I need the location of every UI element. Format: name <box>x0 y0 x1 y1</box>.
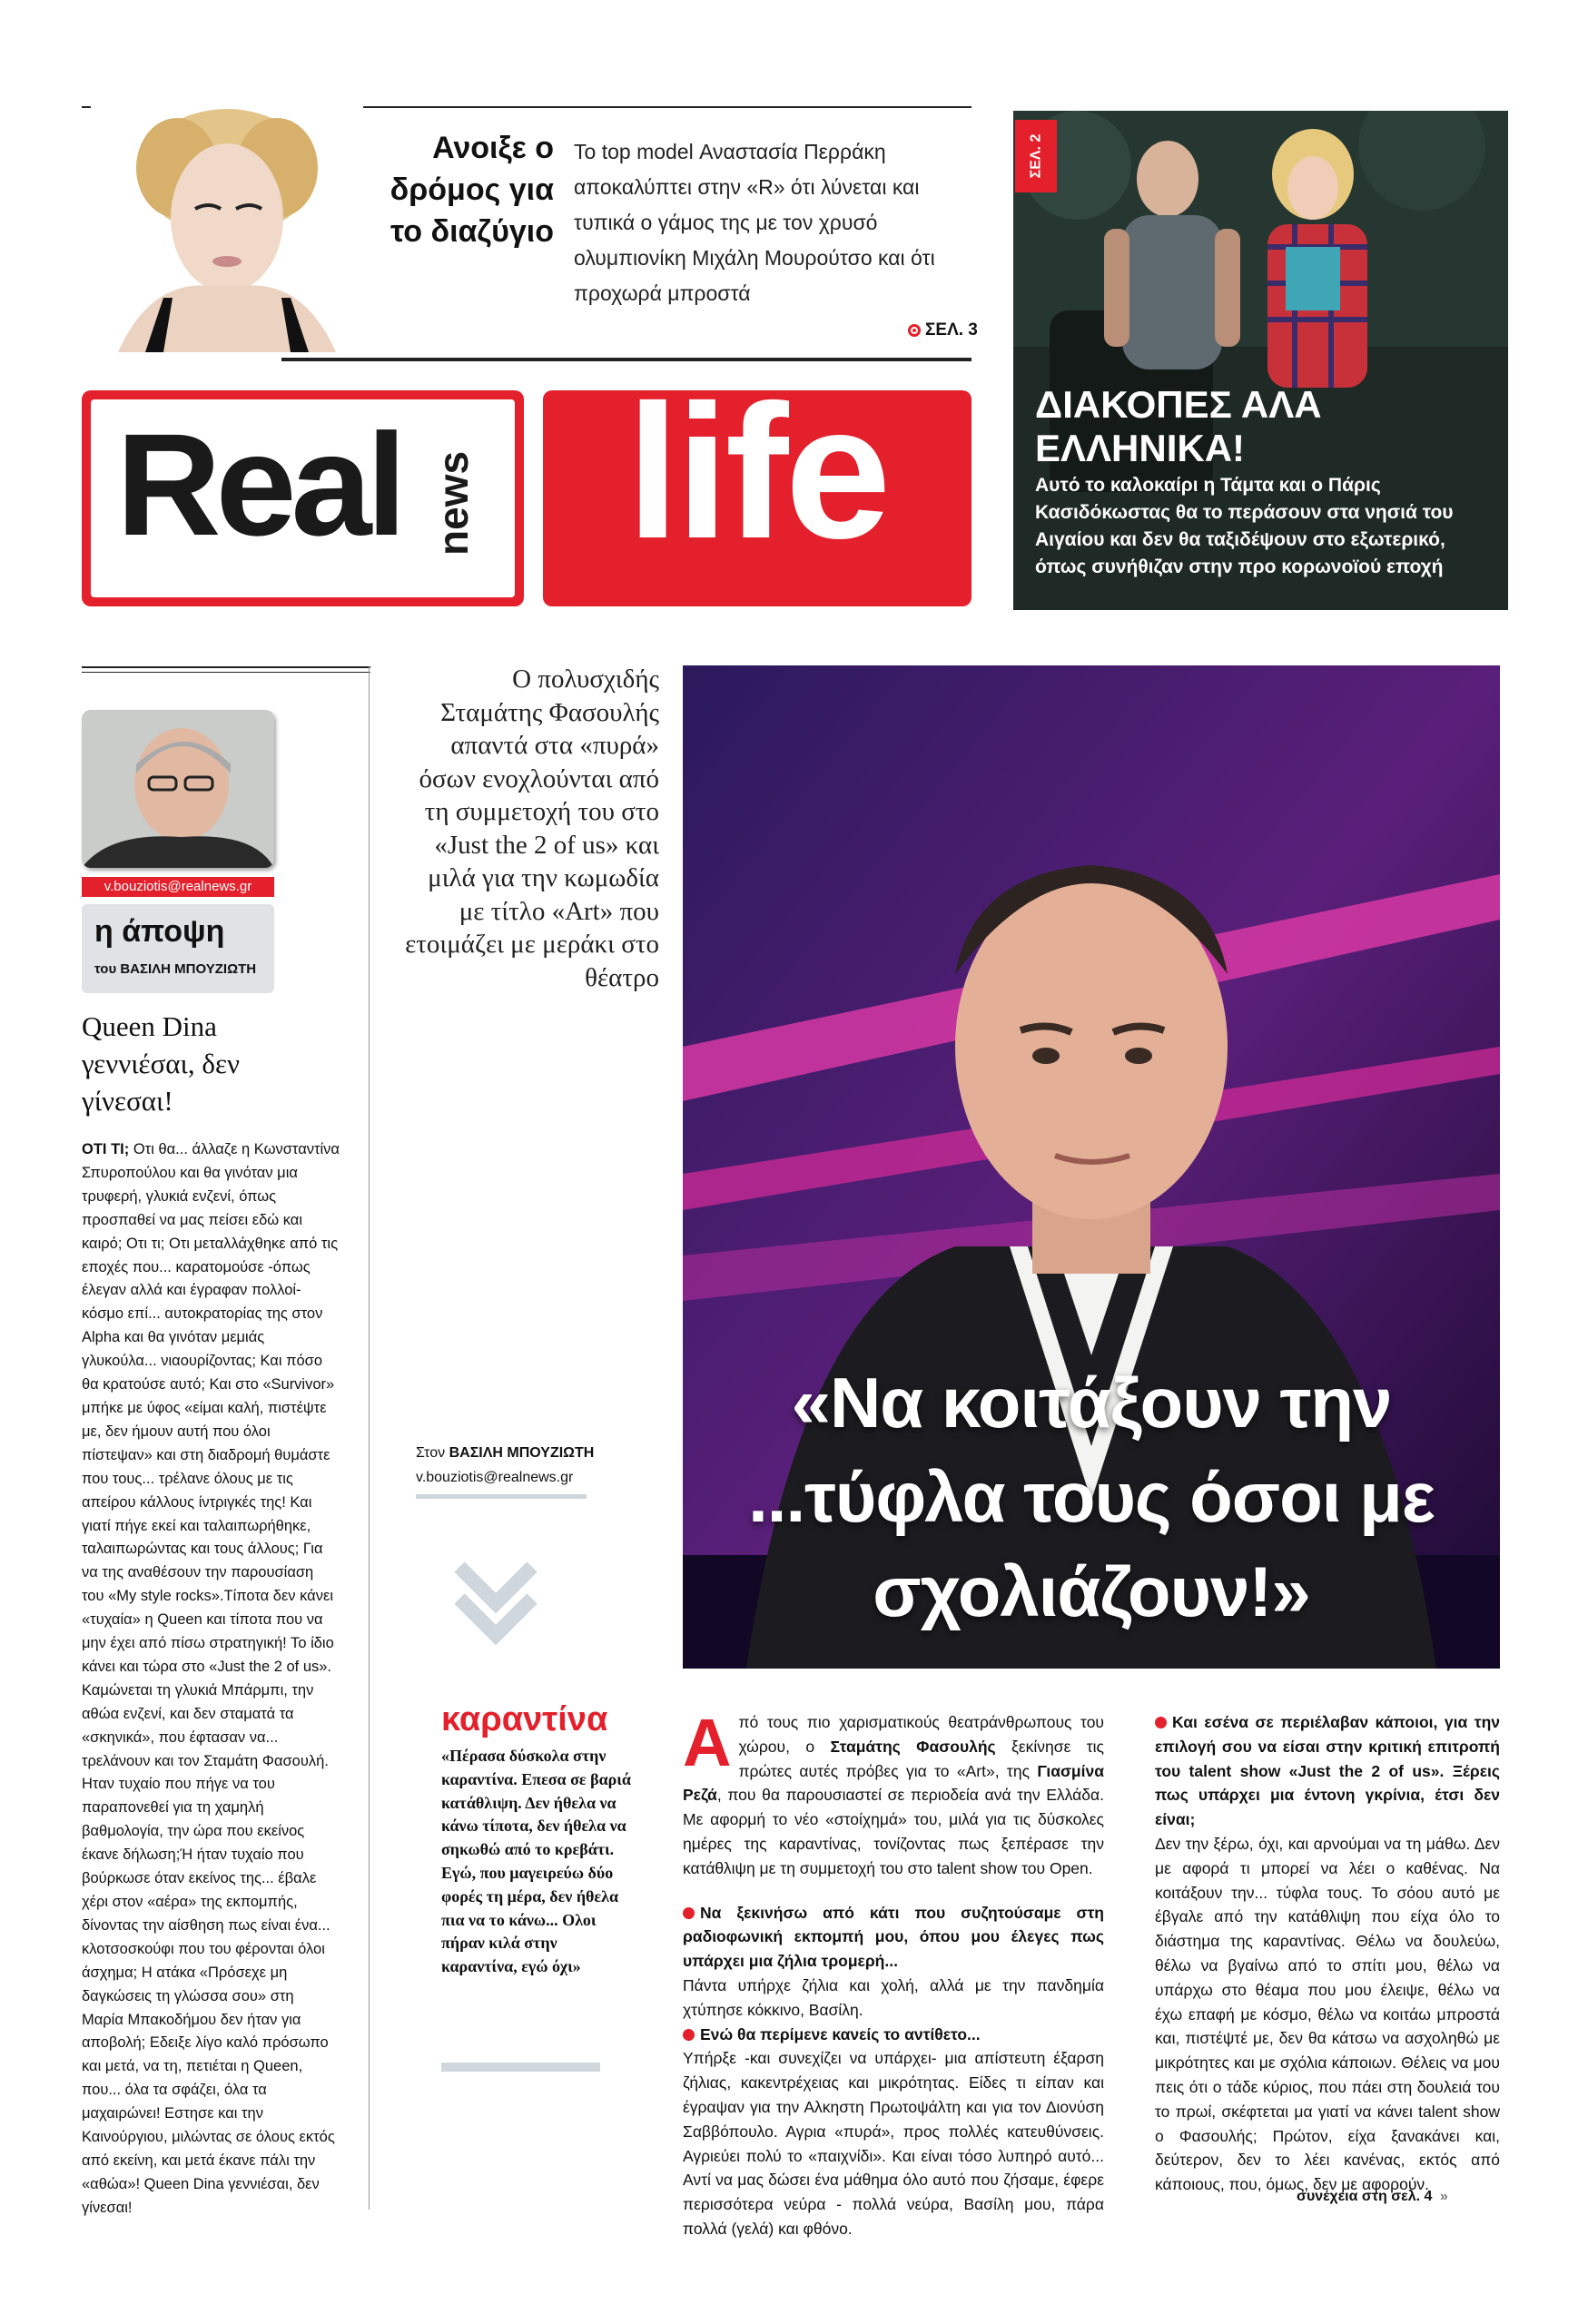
article-question-2 <box>683 2023 1104 2047</box>
column-top-rule <box>82 666 370 668</box>
byline-name: ΒΑΣΙΛΗ ΜΠΟΥΖΙΩΤΗ <box>449 1445 595 1461</box>
masthead-life: life <box>626 365 888 578</box>
target-icon <box>908 324 921 337</box>
promo-title: ΔΙΑΚΟΠΕΣ ΑΛΑ ΕΛΛΗΝΙΚΑ! <box>1035 383 1322 469</box>
column-author: του ΒΑΣΙΛΗ ΜΠΟΥΖΙΩΤΗ <box>94 961 257 977</box>
promo-page-ref-label: ΣΕΛ. 2 <box>1028 133 1044 179</box>
bullet-icon <box>683 1907 695 1919</box>
sidebar-quote: «Πέρασα δύσκολα στην καραντίνα. Επεσα σε βαριά κατάθλιψη. Δεν ήθελα να κάνω τίποτα, δεν ήθελα να σηκωθώ από το κρεβάτι. Εγώ, που μαγειρεύω δύο φορές τη μέρα, δεν ήθελα πια να το κάνω... Ολοι πήραν κιλά στην καραντίνα, εγώ όχι» <box>441 1747 631 1976</box>
article-q2-text: Ενώ θα περίμενε κανείς το αντίθετο... <box>700 2024 981 2043</box>
article-answer-2: Υπήρξε -και συνεχίζει να υπάρχει- μια απίστευτη έξαρση ζήλιας, κακεντρέχειας και μικρότητας. Είδες τι είπαν και έγραψαν για την Αλκηστη Πρωτοψάλτη και για τον Διονύση Σαββόπουλο. Αγρια «πυρά», προς πολλές κατευθύνσεις. Αγριεύει πολύ το «παιχνίδι». Και είναι τόσο λυπηρό αυτό... Αντί να μας δώσει ένα μάθημα όλο αυτό που ζήσαμε, έφερε περισσότερα νεύρα - πολλά νεύρα, Βασίλη μου, πάρα πολλά (γελά) και φθόνο. <box>683 2049 1104 2238</box>
article-intro-b: ξεκίνησε τις πρώτες αυτές πρόβες για το «Art», της <box>738 1737 1104 1780</box>
article-intro-c: , που θα παρουσιαστεί σε περιοδεία ανά την Ελλάδα. Με αφορμή το νέο «στοίχημά» του, μιλά για τις δύσκολες ημέρες της καραντίνας, τονίζοντας πως ξεπέρασε την κατάθλιψη με τη συμμετοχή του στο talent show του Open. <box>683 1786 1104 1877</box>
column-body <box>82 1138 340 2221</box>
continued-label: συνέχεια στη σελ. 4 <box>1297 2189 1433 2204</box>
bullet-icon <box>1155 1717 1167 1728</box>
column-label-box <box>82 904 274 993</box>
article-question-1 <box>683 1901 1104 1974</box>
promo-text: Αυτό το καλοκαίρι η Τάμτα και ο Πάρις Κασιδόκωστας θα το περάσουν στα νησιά του Αιγαίου και δεν θα ταξιδέψουν στο εξωτερικό, όπως συνήθιζαν στην προ κορωνοϊού εποχή <box>1035 475 1454 577</box>
article-answer-1: Πάντα υπήρχε ζήλια και χολή, αλλά με την πανδημία χτύπησε κόκκινο, Βασίλη. <box>683 1975 1104 2019</box>
teaser-title: Ανοιξε ο δρόμος για το διαζύγιο <box>390 131 554 249</box>
teaser-page-ref[interactable] <box>908 320 978 340</box>
standfirst: Ο πολυσχιδής Σταμάτης Φασουλής απαντά στα «πυρά» όσων ενοχλούνται από τη συμμετοχή του στο «Just the 2 of us» και μιλά για την κωμωδία με τίτλο «Art» που ετοιμάζει με μεράκι στο θέατρο <box>405 665 659 992</box>
masthead-top-rule <box>281 358 972 361</box>
column-email[interactable]: v.bouziotis@realnews.gr <box>82 877 274 897</box>
chevron-down-icon <box>450 1558 541 1649</box>
byline-prefix: Στον <box>416 1445 446 1461</box>
article-question-3 <box>1155 1710 1500 1832</box>
chevron-right-icon: » <box>1439 2189 1448 2204</box>
author-photo <box>82 710 274 868</box>
article-q3-text: Και εσένα σε περιέλαβαν κάποιοι, για την επιλογή σου να είσαι στην κριτική επιτροπή του talent show «Just the 2 of us». Ξέρεις πως υπάρχει μια έντονη γκρίνια, έτσι δεν είναι; <box>1155 1713 1500 1829</box>
main-quote: «Να κοιτάξουν την ...τύφλα τους όσοι με σχολιάζουν!» <box>748 1363 1435 1631</box>
promo-box[interactable] <box>1013 111 1508 610</box>
article-col-1 <box>683 1705 1104 2266</box>
main-photo <box>683 665 1500 1669</box>
article-dropcap: Α <box>683 1705 732 1780</box>
bullet-icon <box>683 2029 695 2041</box>
article-intro-name2: Γιασμίνα Ρεζά <box>683 1761 1104 1805</box>
article-col-2 <box>1155 1710 1500 2197</box>
byline <box>416 1443 594 1463</box>
column-top-rule-2 <box>82 672 370 673</box>
article-answer-3: Δεν την ξέρω, όχι, και αρνούμαι να τη μάθω. Δεν με αφορά τι μπορεί να λέει ο καθένας. Να κοιτάξουν την... τύφλα τους. Το σόου αυτό με έβγαλε από την κατάθλιψη που είχα όλο το διάστημα της καραντίνας. Θέλω να δουλεύω, θέλω να βγαίνω από το σπίτι μου, θέλω να υπάρχω στο θέαμα που μου έλειψε, θέλω να έχω επαφή με κόσμο, θέλω να κοιτάω μπροστά και, πιστέψτέ με, δεν θα κάτσω να ασχοληθώ με μικρότητες και με σχόλια κάποιων. Θέλεις να μου πεις ότι ο τάδε κύριος, που πάει στη δουλειά του το πρωί, σκέφτεται μα γιατί να κάνει talent show ο Φασουλής; Πρώτον, είχα ξανακάνει και, δεύτερον, δεν το λέει κανένας, εκτός από κάποιους, που, όμως, δεν με αφορούν. <box>1155 1834 1500 2194</box>
continued-link[interactable] <box>1297 2189 1448 2205</box>
column-divider <box>369 666 370 2210</box>
sidebar-rule <box>441 2063 600 2072</box>
column-headline: Queen Dina γεννιέσαι, δεν γίνεσαι! <box>82 1010 241 1117</box>
byline-email[interactable]: v.bouziotis@realnews.gr <box>416 1470 574 1485</box>
sidebar-title: καραντίνα <box>441 1700 608 1738</box>
article-intro-a: πό τους πιο χαρισματικούς θεατράνθρωπους του χώρου, ο <box>738 1713 1104 1756</box>
masthead-news: news <box>429 450 477 556</box>
model-photo <box>91 64 363 352</box>
article-q1-text: Να ξεκινήσω από κάτι που συζητούσαμε στη ραδιοφωνική εκπομπή μου, όπου μου έλεγες πως υπάρχει μια ζήλια τρομερή... <box>683 1903 1104 1971</box>
column-title: η άποψη <box>94 914 225 949</box>
column-lead: ΟΤΙ ΤΙ; <box>82 1141 130 1157</box>
byline-rule <box>416 1494 587 1499</box>
masthead-real: Real <box>116 403 401 566</box>
promo-page-ref[interactable] <box>1015 120 1057 192</box>
column-body-text: Οτι θα... άλλαζε η Κωνσταντίνα Σπυροπούλου και θα γινόταν μια τρυφερή, γλυκιά ενζενί, όπως προσπαθεί να μας πείσει εδώ και καιρό; Οτι τι; Οτι μεταλλάχθηκε από τις εποχές που... καρατομούσε -όπως έλεγαν αλλά και έγραφαν πολλοί- κόσμο επί... αυτοκρατορίας της στον Alpha και θα γινόταν μεμιάς γλυκούλα... νιαουρίζοντας; Και πόσο θα κρατούσε αυτό; Και στο «Survivor» μπήκε με ύφος «είμαι καλή, πιστέψτε με, δεν ήμουν αυτή που όλοι πίστεψαν» και στη διαδρομή θυμάστε που τους... τρέλανε όλους με τις απείρου κάλλους ίντριγκές της! Και γιατί πήγε εκεί και ταλαιπωρήθηκε, ταλαιπωρώντας και τους άλλους; Για να της αναθέσουν την παρουσίαση του «My style rocks».Τίποτα δεν κάνει «τυχαία» η Queen και τίποτα που να μην έχει από πίσω στρατηγική! Το ίδιο κάνει και τώρα στο «Just the 2 of us». Καμώνεται τη γλυκιά Μπάρμπι, την αθώα ενζενί, και δεν σταματά τα «σκηνικά», που έφτασαν να... τρελάνουν και τον Σταμάτη Φασουλή. Ηταν τυχαίο που πήγε να του παραπονεθεί για τη χαμηλή βαθμολογία, την ώρα που εκείνος έκανε δήλωση;Ή ήταν τυχαίο που βούρκωσε όταν εκείνος της... έβαλε χέρι στον «αέρα» της εκπομπής, δίνοντας την αίσθηση πως είναι ένα... κλοτσοσκούφι που του φέρονται όλοι άσχημα; Η ατάκα «Πρόσεχε μη δαγκώσεις τη γλώσσα σου» στη Μαρία Μπακοδήμου δεν ήταν για αποβολή; Εδειξε λίγο καλό πρόσωπο και μετά, να τη, πετιέται η Queen, που... όλα τα σφάζει, όλα τα μαχαιρώνει! Εστησε και την Καινούργιου, μιλώντας σε όλους εκτός από εκείνη, και μετά έκανε πάλι την «αθώα»! Queen Dina γεννιέσαι, δεν γίνεσαι! <box>82 1141 340 2216</box>
teaser-text: Το top model Αναστασία Περράκη αποκαλύπτει στην «R» ότι λύνεται και τυπικά ο γάμος της με τον χρυσό ολυμπιονίκη Μιχάλη Μουρούτσο και ότι προχωρά μπροστά <box>574 140 935 305</box>
article-intro-name: Σταμάτης Φασουλής <box>830 1737 996 1756</box>
teaser-page-ref-label: ΣΕΛ. 3 <box>925 320 978 340</box>
